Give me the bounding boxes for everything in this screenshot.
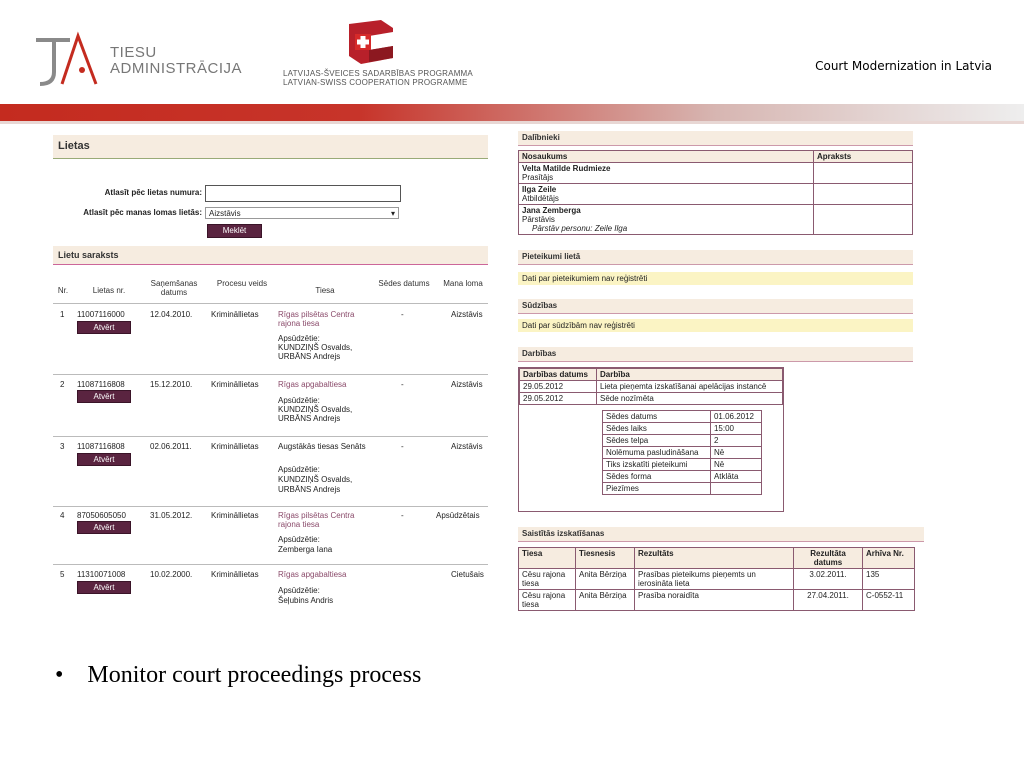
detail-value: Atklāta: [710, 471, 761, 483]
actions-table: [519, 368, 783, 405]
related-col-result-date: Rezultāta datums: [794, 548, 863, 569]
col-received-date: Saņemšanas datums: [150, 279, 198, 297]
table-row: [603, 471, 762, 483]
row-2-date: 15.12.2010.: [150, 380, 193, 389]
row-separator: [53, 436, 488, 437]
slide-title: Court Modernization in Latvia: [815, 59, 992, 73]
table-row: [603, 423, 762, 435]
related-1-court: Cēsu rajona tiesa: [519, 569, 576, 590]
table-row: [520, 381, 783, 393]
participants-col-description: Apraksts: [814, 151, 913, 163]
participants-table: [518, 150, 913, 235]
row-2-accused-2: URBĀNS Andrejs: [278, 414, 341, 423]
table-row: [519, 184, 913, 205]
row-5-nr: 5: [60, 570, 65, 579]
header-separator: [53, 303, 488, 304]
col-process-type: Procesu veids: [216, 279, 268, 288]
table-row: [603, 411, 762, 423]
session-details-table: [602, 410, 762, 495]
detail-value: 15:00: [710, 423, 761, 435]
row-1-open-button[interactable]: Atvērt: [77, 321, 131, 334]
complaints-empty-notice: Dati par sūdzībām nav reģistrēti: [518, 319, 913, 332]
search-by-number-label: Atlasīt pēc lietas numura:: [104, 188, 202, 197]
col-court: Tiesa: [315, 286, 335, 295]
search-button[interactable]: Meklēt: [207, 224, 262, 238]
programme-line-1: LATVIJAS-ŠVEICES SADARBĪBAS PROGRAMMA: [283, 69, 473, 78]
row-1-session: -: [401, 310, 404, 319]
tiesu-administracija-logo: [32, 30, 102, 88]
swiss-cooperation-emblem: [343, 18, 395, 68]
row-5-date: 10.02.2000.: [150, 570, 193, 579]
row-3-open-button[interactable]: Atvērt: [77, 453, 131, 466]
programme-line-2: LATVIAN-SWISS COOPERATION PROGRAMME: [283, 78, 468, 87]
table-row: [603, 483, 762, 495]
row-2-court-link[interactable]: Rīgas apgabaltiesa: [278, 380, 347, 389]
programme-name: [283, 69, 473, 87]
related-1-judge: Anita Bērziņa: [576, 569, 635, 590]
detail-label: Piezīmes: [603, 483, 711, 495]
table-row: [519, 590, 915, 611]
row-3-court-link[interactable]: Augstākās tiesas Senāts: [278, 442, 366, 451]
table-row: [519, 569, 915, 590]
logo-text: [110, 45, 242, 77]
row-1-type: Krimināllietas: [211, 310, 259, 319]
row-3-accused-1: KUNDZIŅŠ Osvalds,: [278, 475, 353, 484]
related-col-court: Tiesa: [519, 548, 576, 569]
participant-2-name: Ilga Zeile: [522, 185, 557, 194]
participant-3-role: Pārstāvis: [522, 215, 555, 224]
case-list-title: Lietu saraksts: [53, 246, 488, 265]
search-by-role-label: Atlasīt pēc manas lomas lietās:: [83, 208, 202, 217]
actions-col-action: Darbība: [597, 369, 783, 381]
applications-empty-notice: Dati par pieteikumiem nav reģistrēti: [518, 272, 913, 285]
header-rule: [0, 104, 1024, 121]
related-1-archive: 135: [863, 569, 915, 590]
row-3-session: -: [401, 442, 404, 451]
action-2-date: 29.05.2012: [520, 393, 597, 405]
related-2-result: Prasība noraidīta: [635, 590, 794, 611]
actions-title: Darbības: [518, 347, 913, 362]
row-3-accused-label: Apsūdzētie:: [278, 465, 320, 474]
row-1-case: 11007116000: [77, 310, 125, 319]
col-nr: Nr.: [57, 286, 69, 295]
actions-box: [518, 367, 784, 512]
participant-3-extra: Pārstāv personu: Zeile Ilga: [532, 224, 628, 233]
row-5-type: Krimināllietas: [211, 570, 259, 579]
related-1-date: 3.02.2011.: [794, 569, 863, 590]
row-3-type: Krimināllietas: [211, 442, 259, 451]
logo-line-1: TIESU: [110, 44, 157, 61]
participant-1-name: Velta Matilde Rudmieze: [522, 164, 611, 173]
bullet-symbol: •: [55, 662, 64, 688]
detail-label: Sēdes laiks: [603, 423, 711, 435]
row-1-role: Aizstāvis: [451, 310, 483, 319]
row-3-accused-2: URBĀNS Andrejs: [278, 485, 341, 494]
related-table: [518, 547, 915, 611]
table-row: [519, 205, 913, 235]
row-4-accused-label: Apsūdzētie:: [278, 535, 320, 544]
detail-label: Sēdes forma: [603, 471, 711, 483]
row-1-date: 12.04.2010.: [150, 310, 193, 319]
row-5-role: Cietušais: [451, 570, 484, 579]
col-my-role: Mana loma: [443, 279, 483, 288]
row-1-accused-label: Apsūdzētie:: [278, 334, 320, 343]
row-3-nr: 3: [60, 442, 65, 451]
row-separator: [53, 564, 488, 565]
detail-value: 2: [710, 435, 761, 447]
cases-title: Lietas: [53, 135, 488, 159]
row-4-nr: 4: [60, 511, 65, 520]
row-2-type: Krimināllietas: [211, 380, 259, 389]
role-select-value: Aizstāvis: [209, 209, 241, 218]
case-number-input[interactable]: [205, 185, 401, 202]
related-col-judge: Tiesnesis: [576, 548, 635, 569]
row-2-accused-label: Apsūdzētie:: [278, 396, 320, 405]
col-session-date: Sēdes datums: [378, 279, 430, 288]
row-1-nr: 1: [60, 310, 65, 319]
row-3-case: 11087116808: [77, 442, 125, 451]
related-1-result: Prasības pieteikums pieņemts un ierosināta lieta: [635, 569, 794, 590]
row-4-court-link[interactable]: Rīgas pilsētas Centra rajona tiesa: [278, 511, 355, 529]
chevron-down-icon: ▾: [390, 209, 395, 218]
related-2-date: 27.04.2011.: [794, 590, 863, 611]
detail-value: Nē: [710, 447, 761, 459]
detail-value: Nē: [710, 459, 761, 471]
bullet-text: Monitor court proceedings process: [87, 662, 422, 688]
row-2-session: -: [401, 380, 404, 389]
participant-2-role: Atbildētājs: [522, 194, 559, 203]
row-separator: [53, 506, 488, 507]
row-5-case: 11310071008: [77, 570, 126, 579]
row-5-open-button[interactable]: Atvērt: [77, 581, 131, 594]
related-2-archive: C-0552-11: [863, 590, 915, 611]
action-2-text: Sēde nozīmēta: [597, 393, 783, 405]
row-2-case: 11087116808: [77, 380, 125, 389]
complaints-title: Sūdzības: [518, 299, 913, 314]
related-title: Saistītās izskatīšanas: [518, 527, 924, 542]
row-4-open-button[interactable]: Atvērt: [77, 521, 131, 534]
detail-label: Sēdes telpa: [603, 435, 711, 447]
participant-1-role: Prasītājs: [522, 173, 554, 182]
row-4-type: Krimināllietas: [211, 511, 259, 520]
action-1-date: 29.05.2012: [520, 381, 597, 393]
participant-3-name: Jana Zemberga: [522, 206, 581, 215]
detail-label: Sēdes datums: [603, 411, 711, 423]
table-row: [519, 163, 913, 184]
table-row: [603, 447, 762, 459]
applications-title: Pieteikumi lietā: [518, 250, 913, 265]
row-4-case: 87050605050: [77, 511, 126, 520]
role-select[interactable]: [205, 207, 399, 219]
row-4-date: 31.05.2012.: [150, 511, 193, 520]
participants-title: Dalībnieki: [518, 131, 913, 146]
logo-line-2: ADMINISTRĀCIJA: [110, 60, 243, 77]
row-3-role: Aizstāvis: [451, 442, 483, 451]
detail-value: [710, 483, 761, 495]
actions-col-date: Darbības datums: [520, 369, 597, 381]
row-1-accused-1: KUNDZIŅŠ Osvalds,: [278, 343, 353, 352]
row-1-court-link[interactable]: Rīgas pilsētas Centra rajona tiesa: [278, 310, 355, 328]
row-5-court-link[interactable]: Rīgas apgabaltiesa: [278, 570, 347, 579]
header-rule-shadow: [0, 121, 1024, 124]
row-1-accused-2: URBĀNS Andrejs: [278, 352, 341, 361]
detail-label: Tiks izskatīti pieteikumi: [603, 459, 711, 471]
related-col-archive: Arhīva Nr.: [863, 548, 915, 569]
row-5-accused-1: Šeļubins Andris: [278, 596, 334, 605]
table-row: [603, 459, 762, 471]
row-5-accused-label: Apsūdzētie:: [278, 586, 320, 595]
row-2-accused-1: KUNDZIŅŠ Osvalds,: [278, 405, 353, 414]
row-4-session: -: [401, 511, 404, 520]
row-2-nr: 2: [60, 380, 65, 389]
row-4-role: Apsūdzētais: [436, 511, 480, 520]
detail-label: Nolēmuma pasludināšana: [603, 447, 711, 459]
related-2-judge: Anita Bērziņa: [576, 590, 635, 611]
related-col-result: Rezultāts: [635, 548, 794, 569]
related-2-court: Cēsu rajona tiesa: [519, 590, 576, 611]
participants-col-name: Nosaukums: [519, 151, 814, 163]
table-row: [520, 393, 783, 405]
row-2-role: Aizstāvis: [451, 380, 483, 389]
row-2-open-button[interactable]: Atvērt: [77, 390, 131, 403]
row-4-accused-1: Zemberga Iana: [278, 545, 333, 554]
col-case-number: Lietas nr.: [92, 286, 126, 295]
action-1-text: Lieta pieņemta izskatīšanai apelācijas instancē: [597, 381, 783, 393]
table-row: [603, 435, 762, 447]
row-3-date: 02.06.2011.: [150, 442, 192, 451]
bullet-point: [55, 662, 421, 689]
row-separator: [53, 374, 488, 375]
detail-value: 01.06.2012: [710, 411, 761, 423]
